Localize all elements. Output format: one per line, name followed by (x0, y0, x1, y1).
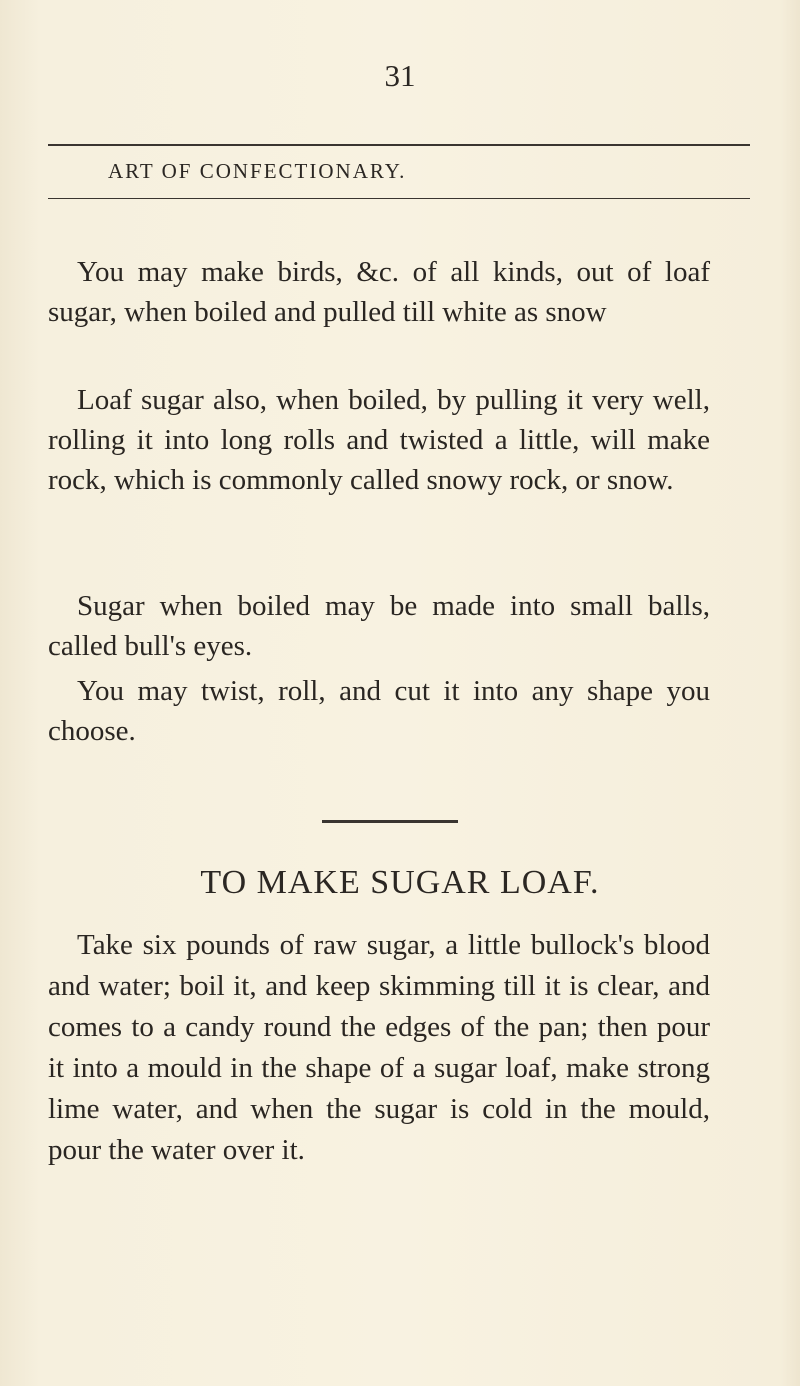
section-divider (322, 820, 458, 823)
running-head: ART OF CONFECTIONARY. (108, 159, 407, 183)
page-number: 31 (384, 58, 416, 93)
paragraph-text: You may make birds, &c. of all kinds, out of loaf sugar, when boiled and pulled till white as snow (48, 256, 710, 328)
section-title: TO MAKE SUGAR LOAF. (200, 864, 600, 901)
paragraph-birds (48, 252, 710, 332)
paragraph-text: Loaf sugar also, when boiled, by pulling it very well, rolling it into long rolls and twisted a little, will make rock, which is commonly called snowy rock, or snow. (48, 384, 710, 496)
paragraph-rock (48, 380, 710, 500)
header-rule-bottom (48, 198, 750, 199)
paragraph-text: Take six pounds of raw sugar, a little bullock's blood and water; boil it, and keep skimming till it is clear, and comes to a candy round the edges of the pan; then pour it into a mould in the shape of a sugar loaf, make strong lime water, and when the sugar is cold in the mould, pour the water over it. (48, 929, 710, 1166)
header-rule-top (48, 144, 750, 146)
paragraph-shapes (48, 671, 710, 751)
paragraph-bulls-eyes (48, 586, 710, 666)
paragraph-text: Sugar when boiled may be made into small balls, called bull's eyes. (48, 590, 710, 662)
paragraph-sugar-loaf (48, 925, 710, 1171)
paragraph-text: You may twist, roll, and cut it into any shape you choose. (48, 675, 710, 747)
